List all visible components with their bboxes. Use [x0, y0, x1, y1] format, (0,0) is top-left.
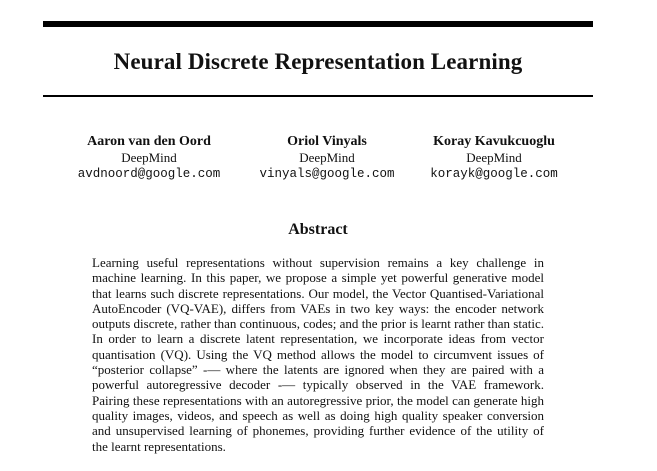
author-name: Oriol Vinyals: [287, 134, 367, 149]
author-affiliation: DeepMind: [466, 150, 522, 165]
abstract-heading: Abstract: [288, 221, 348, 238]
author-block: [413, 134, 575, 182]
author-name: Koray Kavukcuoglu: [433, 134, 555, 149]
title-bottom-rule: [43, 95, 593, 97]
author-affiliation: DeepMind: [121, 150, 177, 165]
author-block: [68, 134, 230, 182]
author-email: avdnoord@google.com: [77, 167, 221, 181]
abstract-text: Learning useful representations without supervision remains a key challenge in machine learning. In this paper, we propose a simple yet powerful generative model that learns such discrete representations. Our model, the Vector Quantised-Variational AutoEncoder (VQ-VAE), differs from VAEs in two key ways: the encoder network outputs discrete, rather than continuous, codes; and the prior is learnt rather than static. In order to learn a discrete latent representation, we incorporate ideas from vector quantisation (VQ). Using the VQ method allows the model to circumvent issues of “posterior collapse” -— where the latents are ignored when they are paired with a powerful autoregressive decoder -— typically observed in the VAE framework. Pairing these representations with an autoregressive prior, the model can generate high quality images, videos, and speech as well as doing high quality speaker conversion and unsupervised learning of phonemes, providing further evidence of the utility of the learnt representations.: [92, 255, 544, 454]
author-name: Aaron van den Oord: [87, 134, 211, 149]
author-affiliation: DeepMind: [299, 150, 355, 165]
author-block: [246, 134, 408, 182]
author-email: korayk@google.com: [430, 167, 558, 181]
title-top-rule: [43, 21, 593, 27]
paper-title: Neural Discrete Representation Learning: [113, 49, 523, 74]
author-email: vinyals@google.com: [259, 167, 395, 181]
